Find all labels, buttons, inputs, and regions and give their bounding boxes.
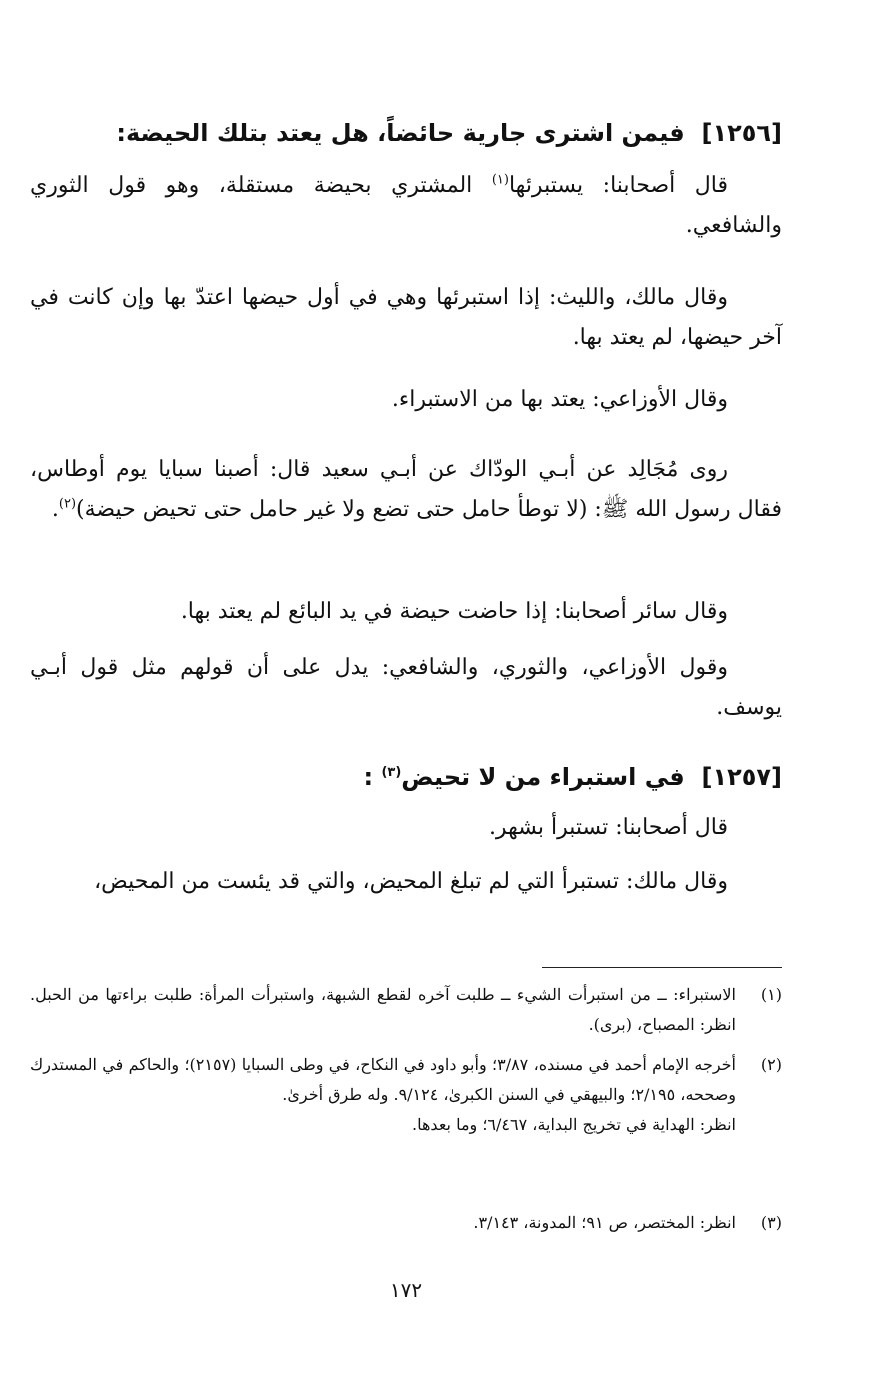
paragraph (30, 380, 782, 420)
section-heading (30, 760, 782, 794)
paragraph (30, 592, 782, 632)
section-number: [١٢٥٧] (701, 763, 782, 791)
paragraph (30, 450, 782, 530)
document-page (30, 0, 782, 1383)
paragraph (30, 278, 782, 358)
section-heading (30, 116, 782, 150)
footnote (30, 1050, 782, 1140)
paragraph (30, 648, 782, 728)
footnote (30, 1208, 782, 1238)
footnote-text: أخرجه الإمام أحمد في مسنده، ٣/٨٧؛ وأبو داود في النكاح، في وطى السبايا (٢١٥٧)؛ والحاكم في المستدرك وصححه، ٢/١٩٥؛ والبيهقي في السنن الكبرىٰ، ٩/١٢٤. وله طرق أخرىٰ. (30, 1055, 736, 1104)
footnote-number: (٣) (760, 1213, 782, 1232)
footnote-separator (542, 967, 782, 968)
paragraph-text: وقال مالك، والليث: إذا استبرئها وهي في أول حيضها اعتدّ بها وإن كانت في آخر حيضها، لم يعتد بها. (30, 285, 782, 350)
paragraph-text: وقال مالك: تستبرأ التي لم تبلغ المحيض، والتي قد يئست من المحيض، (94, 869, 728, 894)
paragraph-text: وقال الأوزاعي: يعتد بها من الاستبراء. (391, 387, 728, 412)
paragraph-text: روى مُجَالِد عن أبـي الودّاك عن أبـي سعيد قال: أصبنا سبايا يوم أوطاس، فقال رسول الله ﷺ: (لا توطأ حامل حتى تضع ولا غير حامل حتى تحيض حيضة) (30, 457, 782, 522)
section-title: في استبراء من لا تحيض (401, 763, 685, 791)
section-title-suffix: : (363, 763, 374, 791)
footnote-number: (١) (760, 985, 782, 1004)
footnote-ref: (٢) (58, 496, 77, 512)
footnote-ref: (٣) (381, 765, 402, 780)
footnote-ref: (١) (491, 172, 509, 188)
paragraph-text: وقول الأوزاعي، والثوري، والشافعي: يدل على أن قولهم مثل قول أبـي يوسف. (30, 655, 782, 720)
footnote (30, 980, 782, 1040)
paragraph-text: وقال سائر أصحابنا: إذا حاضت حيضة في يد البائع لم يعتد بها. (180, 599, 728, 624)
paragraph-text: . (51, 497, 59, 522)
page-number: ١٧٢ (389, 1278, 423, 1302)
footnote-text: الاستبراء: ــ من استبرأت الشيء ــ طلبت آخره لقطع الشبهة، واستبرأت المرأة: طلبت براءتها من الحبل. انظر: المصباح، (برى). (30, 985, 736, 1034)
footnote-text: انظر: المختصر، ص ٩١؛ المدونة، ٣/١٤٣. (473, 1213, 736, 1232)
section-number: [١٢٥٦] (701, 119, 782, 147)
paragraph (30, 862, 782, 902)
paragraph-text: قال أصحابنا: يستبرئها (508, 173, 728, 198)
footnote-number: (٢) (760, 1055, 782, 1074)
paragraph (30, 166, 782, 246)
paragraph-text: المشتري بحيضة مستقلة، وهو قول الثوري والشافعي. (30, 173, 782, 238)
paragraph (30, 808, 782, 848)
paragraph-text: قال أصحابنا: تستبرأ بشهر. (488, 815, 728, 840)
section-title: فيمن اشترى جارية حائضاً، هل يعتد بتلك الحيضة: (116, 119, 685, 147)
footnote-extra: انظر: الهداية في تخريج البداية، ٦/٤٦٧؛ وما بعدها. (412, 1115, 736, 1134)
